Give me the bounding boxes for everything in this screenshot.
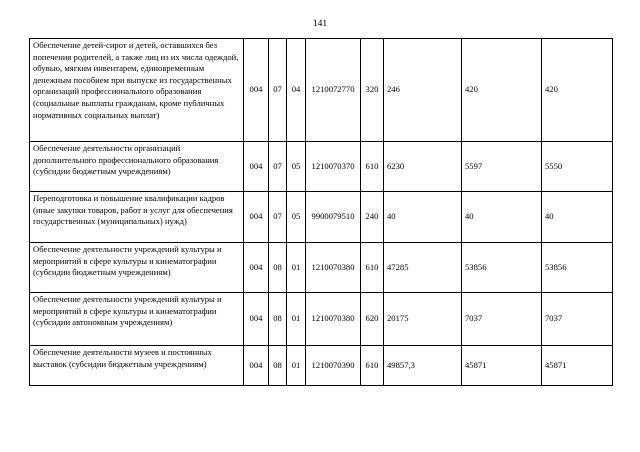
amount-year-1: 49857,3 — [384, 346, 462, 386]
amount-year-2: 53856 — [462, 243, 542, 293]
ministry-code: 004 — [244, 39, 269, 142]
section-code: 08 — [269, 243, 287, 293]
subsection-code: 01 — [287, 293, 306, 346]
amount-year-2: 5597 — [462, 142, 542, 192]
amount-year-2: 420 — [462, 39, 542, 142]
amount-year-3: 53856 — [542, 243, 613, 293]
amount-year-3: 7037 — [542, 293, 613, 346]
expense-type-code: 610 — [361, 243, 384, 293]
subsection-code: 04 — [287, 39, 306, 142]
row-description: Обеспечение деятельности музеев и постоянных выставок (субсидии бюджетным учреждениям) — [30, 346, 244, 386]
target-article-code: 1210070380 — [306, 293, 361, 346]
amount-year-3: 40 — [542, 192, 613, 243]
target-article-code: 1210070380 — [306, 243, 361, 293]
amount-year-3: 420 — [542, 39, 613, 142]
ministry-code: 004 — [244, 243, 269, 293]
amount-year-1: 20175 — [384, 293, 462, 346]
target-article-code: 1210070370 — [306, 142, 361, 192]
target-article-code: 1210072770 — [306, 39, 361, 142]
row-description: Переподготовка и повышение квалификации кадров (иные закупки товаров, работ и услуг для обеспечения государственных (муниципальных) нужд) — [30, 192, 244, 243]
row-description: Обеспечение деятельности учреждений культуры и мероприятий в сфере культуры и кинематографии (субсидии бюджетным учреждениям) — [30, 243, 244, 293]
expense-type-code: 610 — [361, 142, 384, 192]
section-code: 07 — [269, 192, 287, 243]
table-row — [30, 192, 613, 243]
amount-year-2: 45871 — [462, 346, 542, 386]
subsection-code: 05 — [287, 142, 306, 192]
row-description: Обеспечение деятельности организаций дополнительного профессионального образования (субсидии бюджетным учреждениям) — [30, 142, 244, 192]
amount-year-3: 5550 — [542, 142, 613, 192]
section-code: 07 — [269, 39, 287, 142]
row-description: Обеспечение деятельности учреждений культуры и мероприятий в сфере культуры и кинематографии (субсидии автономным учреждениям) — [30, 293, 244, 346]
section-code: 08 — [269, 293, 287, 346]
table-row — [30, 293, 613, 346]
section-code: 07 — [269, 142, 287, 192]
target-article-code: 9900079510 — [306, 192, 361, 243]
amount-year-2: 7037 — [462, 293, 542, 346]
budget-table — [29, 38, 613, 386]
ministry-code: 004 — [244, 192, 269, 243]
expense-type-code: 610 — [361, 346, 384, 386]
amount-year-1: 47285 — [384, 243, 462, 293]
amount-year-3: 45871 — [542, 346, 613, 386]
ministry-code: 004 — [244, 142, 269, 192]
section-code: 08 — [269, 346, 287, 386]
table-row — [30, 346, 613, 386]
table-row — [30, 243, 613, 293]
expense-type-code: 240 — [361, 192, 384, 243]
ministry-code: 004 — [244, 346, 269, 386]
subsection-code: 01 — [287, 346, 306, 386]
amount-year-2: 40 — [462, 192, 542, 243]
table-row — [30, 142, 613, 192]
subsection-code: 05 — [287, 192, 306, 243]
target-article-code: 1210070390 — [306, 346, 361, 386]
subsection-code: 01 — [287, 243, 306, 293]
page-number: 141 — [312, 19, 328, 29]
amount-year-1: 40 — [384, 192, 462, 243]
table-row — [30, 39, 613, 142]
row-description: Обеспечение детей-сирот и детей, оставшихся без попечения родителей, а также лиц из их числа одеждой, обувью, мягким инвентарем, единовременным денежным пособием при выпуске из государственных организаций профессионального образования (социальные выплаты гражданам, кроме публичных нормативных социальных выплат) — [30, 39, 244, 142]
expense-type-code: 320 — [361, 39, 384, 142]
ministry-code: 004 — [244, 293, 269, 346]
expense-type-code: 620 — [361, 293, 384, 346]
amount-year-1: 246 — [384, 39, 462, 142]
amount-year-1: 6230 — [384, 142, 462, 192]
